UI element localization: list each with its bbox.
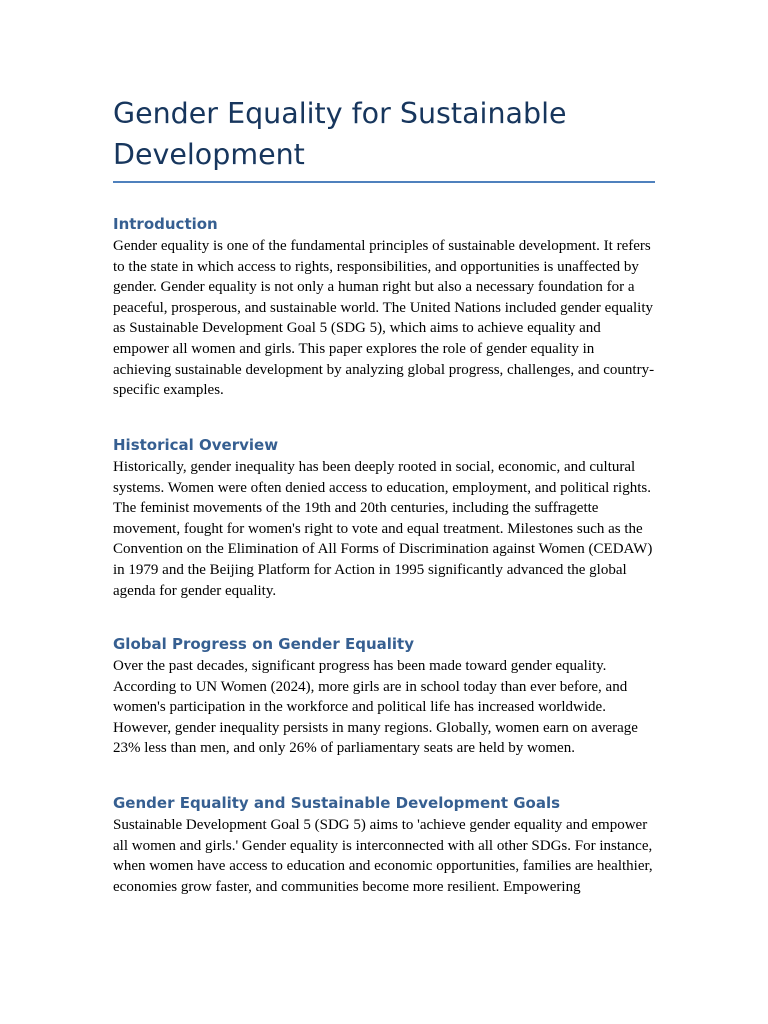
- section-heading: Gender Equality and Sustainable Development Goals: [113, 794, 561, 812]
- section-paragraph: Gender equality is one of the fundamental principles of sustainable development. It refers to the state in which access to rights, responsibilities, and opportunities is unaffected by gender. Gender equality is not only a human right but also a necessary foundation for a peaceful, prosperous, and sustainable world. The United Nations included gender equality as Sustainable Development Goal 5 (SDG 5), which aims to achieve equality and empower all women and girls. This paper explores the role of gender equality in achieving sustainable development by analyzing global progress, challenges, and country-specific examples.: [113, 238, 655, 399]
- section-global-progress: [113, 633, 655, 759]
- section-paragraph: Historically, gender inequality has been deeply rooted in social, economic, and cultural systems. Women were often denied access to education, employment, and political rights. The feminist movements of the 19th and 20th centuries, including the suffragette movement, fought for women's right to vote and equal treatment. Milestones such as the Convention on the Elimination of All Forms of Discrimination against Women (CEDAW) in 1979 and the Beijing Platform for Action in 1995 significantly advanced the global agenda for gender equality.: [113, 459, 653, 599]
- section-heading: Introduction: [113, 215, 218, 233]
- section-sdgs: [113, 792, 655, 897]
- section-heading: Historical Overview: [113, 436, 279, 454]
- section-paragraph: Over the past decades, significant progress has been made toward gender equality. According to UN Women (2024), more girls are in school today than ever before, and women's participation in the workforce and political life has increased worldwide. However, gender inequality persists in many regions. Globally, women earn on average 23% less than men, and only 26% of parliamentary seats are held by women.: [113, 658, 638, 757]
- section-heading: Global Progress on Gender Equality: [113, 635, 414, 653]
- document-page: [113, 93, 655, 895]
- section-introduction: [113, 213, 655, 401]
- document-title: Gender Equality for Sustainable Development: [113, 93, 655, 183]
- section-historical-overview: [113, 434, 655, 601]
- section-paragraph: Sustainable Development Goal 5 (SDG 5) aims to 'achieve gender equality and empower all women and girls.' Gender equality is interconnected with all other SDGs. For instance, when women have access to education and economic opportunities, families are healthier, economies grow faster, and communities become more resilient. Empowering: [113, 817, 653, 895]
